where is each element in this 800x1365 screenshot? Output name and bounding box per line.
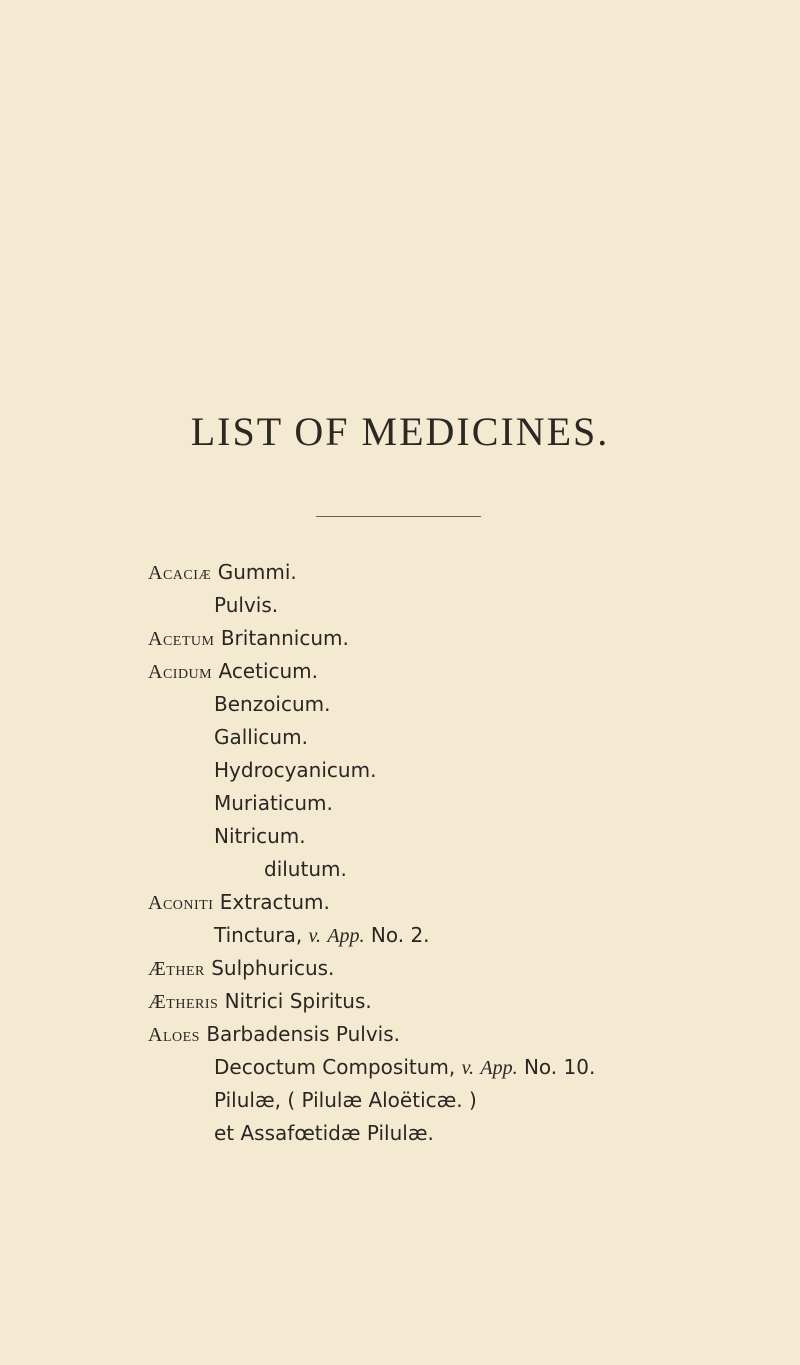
entry-text: Hydrocyanicum.: [214, 758, 377, 782]
list-item: [214, 758, 376, 782]
entry-text: Nitrici Spiritus.: [224, 989, 372, 1013]
list-item: [148, 989, 372, 1014]
list-item: [214, 1055, 595, 1080]
list-item: [264, 857, 347, 881]
list-item: [148, 1022, 400, 1047]
page-title: LIST OF MEDICINES.: [190, 409, 610, 454]
list-item: [214, 791, 333, 815]
list-item: [214, 923, 430, 948]
list-item: [214, 824, 306, 848]
entry-vide: v.: [308, 925, 321, 947]
entry-text: Pilulæ, ( Pilulæ Aloëticæ. ): [214, 1088, 477, 1112]
entry-text: Extractum.: [219, 890, 330, 914]
list-item: [148, 890, 330, 915]
entry-app: App.: [327, 925, 365, 947]
list-item: [214, 1088, 477, 1112]
entry-text: Gallicum.: [214, 725, 308, 749]
entry-head: Acetum: [148, 628, 215, 650]
entry-vide: v.: [461, 1057, 475, 1079]
list-item: [148, 659, 318, 684]
list-item: [148, 956, 334, 981]
list-item: [214, 692, 331, 716]
list-item: [214, 593, 278, 617]
entry-number: No. 2.: [370, 923, 430, 947]
entry-head: Ætheris: [148, 991, 219, 1013]
entry-head: Aloes: [148, 1024, 200, 1046]
entry-head: Æther: [148, 958, 205, 980]
entry-text: Benzoicum.: [214, 692, 331, 716]
list-item: [214, 1121, 434, 1145]
entry-text: Pulvis.: [214, 593, 279, 617]
list-item: [148, 626, 349, 651]
list-item: [148, 560, 297, 585]
entry-head: Acaciæ: [148, 562, 212, 584]
list-item: [214, 725, 308, 749]
entry-text: Aceticum.: [218, 659, 319, 683]
entry-text: et Assafœtidæ Pilulæ.: [214, 1121, 434, 1145]
entry-text: Sulphuricus.: [211, 956, 335, 980]
entry-text: Barbadensis Pulvis.: [206, 1022, 401, 1046]
entry-text: Tinctura,: [214, 923, 303, 947]
entry-head: Acidum: [148, 661, 213, 683]
entry-head: Aconiti: [148, 892, 214, 914]
entry-text: Gummi.: [217, 560, 297, 584]
entry-text: Muriaticum.: [214, 791, 333, 815]
entry-number: No. 10.: [523, 1055, 596, 1079]
entry-text: Nitricum.: [214, 824, 306, 848]
entry-text: dilutum.: [264, 857, 347, 881]
entry-text: Decoctum Compositum,: [214, 1055, 456, 1079]
entry-text: Britannicum.: [220, 626, 349, 650]
entry-app: App.: [480, 1057, 518, 1079]
